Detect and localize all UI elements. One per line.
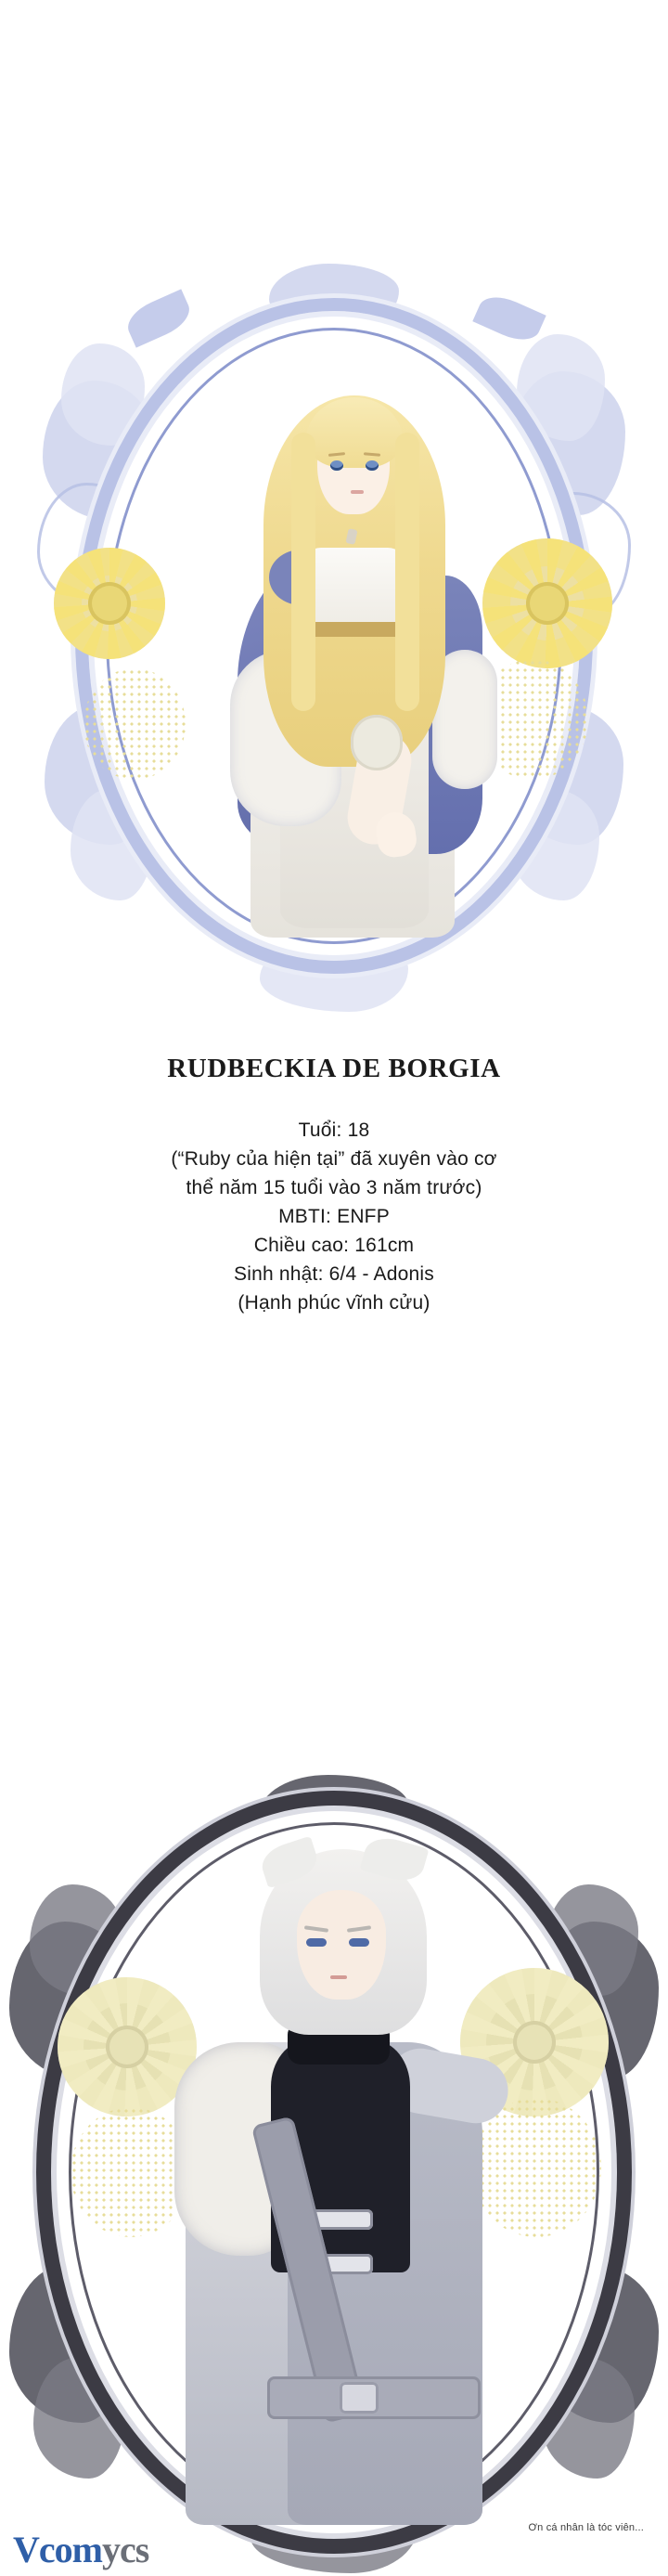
watermark-prefix: V <box>13 2529 39 2570</box>
character-adonis <box>148 1810 538 2544</box>
info-line-mbti: MBTI: ENFP <box>278 1206 390 1227</box>
panel-bottom-illustration <box>0 1671 668 2576</box>
eye <box>349 1938 369 1947</box>
watermark-logo <box>13 2531 148 2569</box>
mouth <box>330 1975 347 1979</box>
ornate-frame-bottom <box>9 1782 659 2562</box>
info-line-birthday: Sinh nhật: 6/4 - Adonis <box>234 1263 434 1285</box>
info-line-age: Tuổi: 18 <box>298 1120 370 1141</box>
character-rudbeckia <box>213 343 492 938</box>
gold-belt <box>302 622 410 637</box>
info-line-flower-meaning: (Hạnh phúc vĩnh cửu) <box>238 1292 430 1314</box>
ornament-leaf <box>122 289 195 347</box>
eye <box>330 460 343 471</box>
panel-top-illustration <box>0 0 668 1040</box>
sunflower-icon <box>54 548 165 659</box>
bodice <box>302 548 406 631</box>
bottom-caption: Ơn cá nhân là tóc viên... <box>528 2522 644 2533</box>
glove <box>351 715 403 770</box>
info-line-note-2: thể năm 15 tuổi vào 3 năm trước) <box>186 1177 482 1198</box>
hair-strand <box>395 433 419 711</box>
character-name: RUDBECKIA DE BORGIA <box>167 1054 501 1083</box>
hair-strand <box>291 433 315 711</box>
eye <box>306 1938 327 1947</box>
sunflower-icon <box>482 538 612 668</box>
info-line-note-1: (“Ruby của hiện tại” đã xuyên vào cơ <box>171 1148 497 1170</box>
halftone-texture <box>84 668 186 780</box>
mouth <box>351 490 364 494</box>
ornate-frame-top <box>37 269 631 1003</box>
character-info-block <box>0 1054 668 1317</box>
belt-buckle <box>340 2382 379 2414</box>
eye <box>366 460 379 471</box>
watermark-suffix: ycs <box>101 2529 149 2570</box>
info-line-height: Chiều cao: 161cm <box>253 1235 415 1256</box>
watermark-main: com <box>38 2529 102 2570</box>
ornament-leaf <box>472 289 546 347</box>
